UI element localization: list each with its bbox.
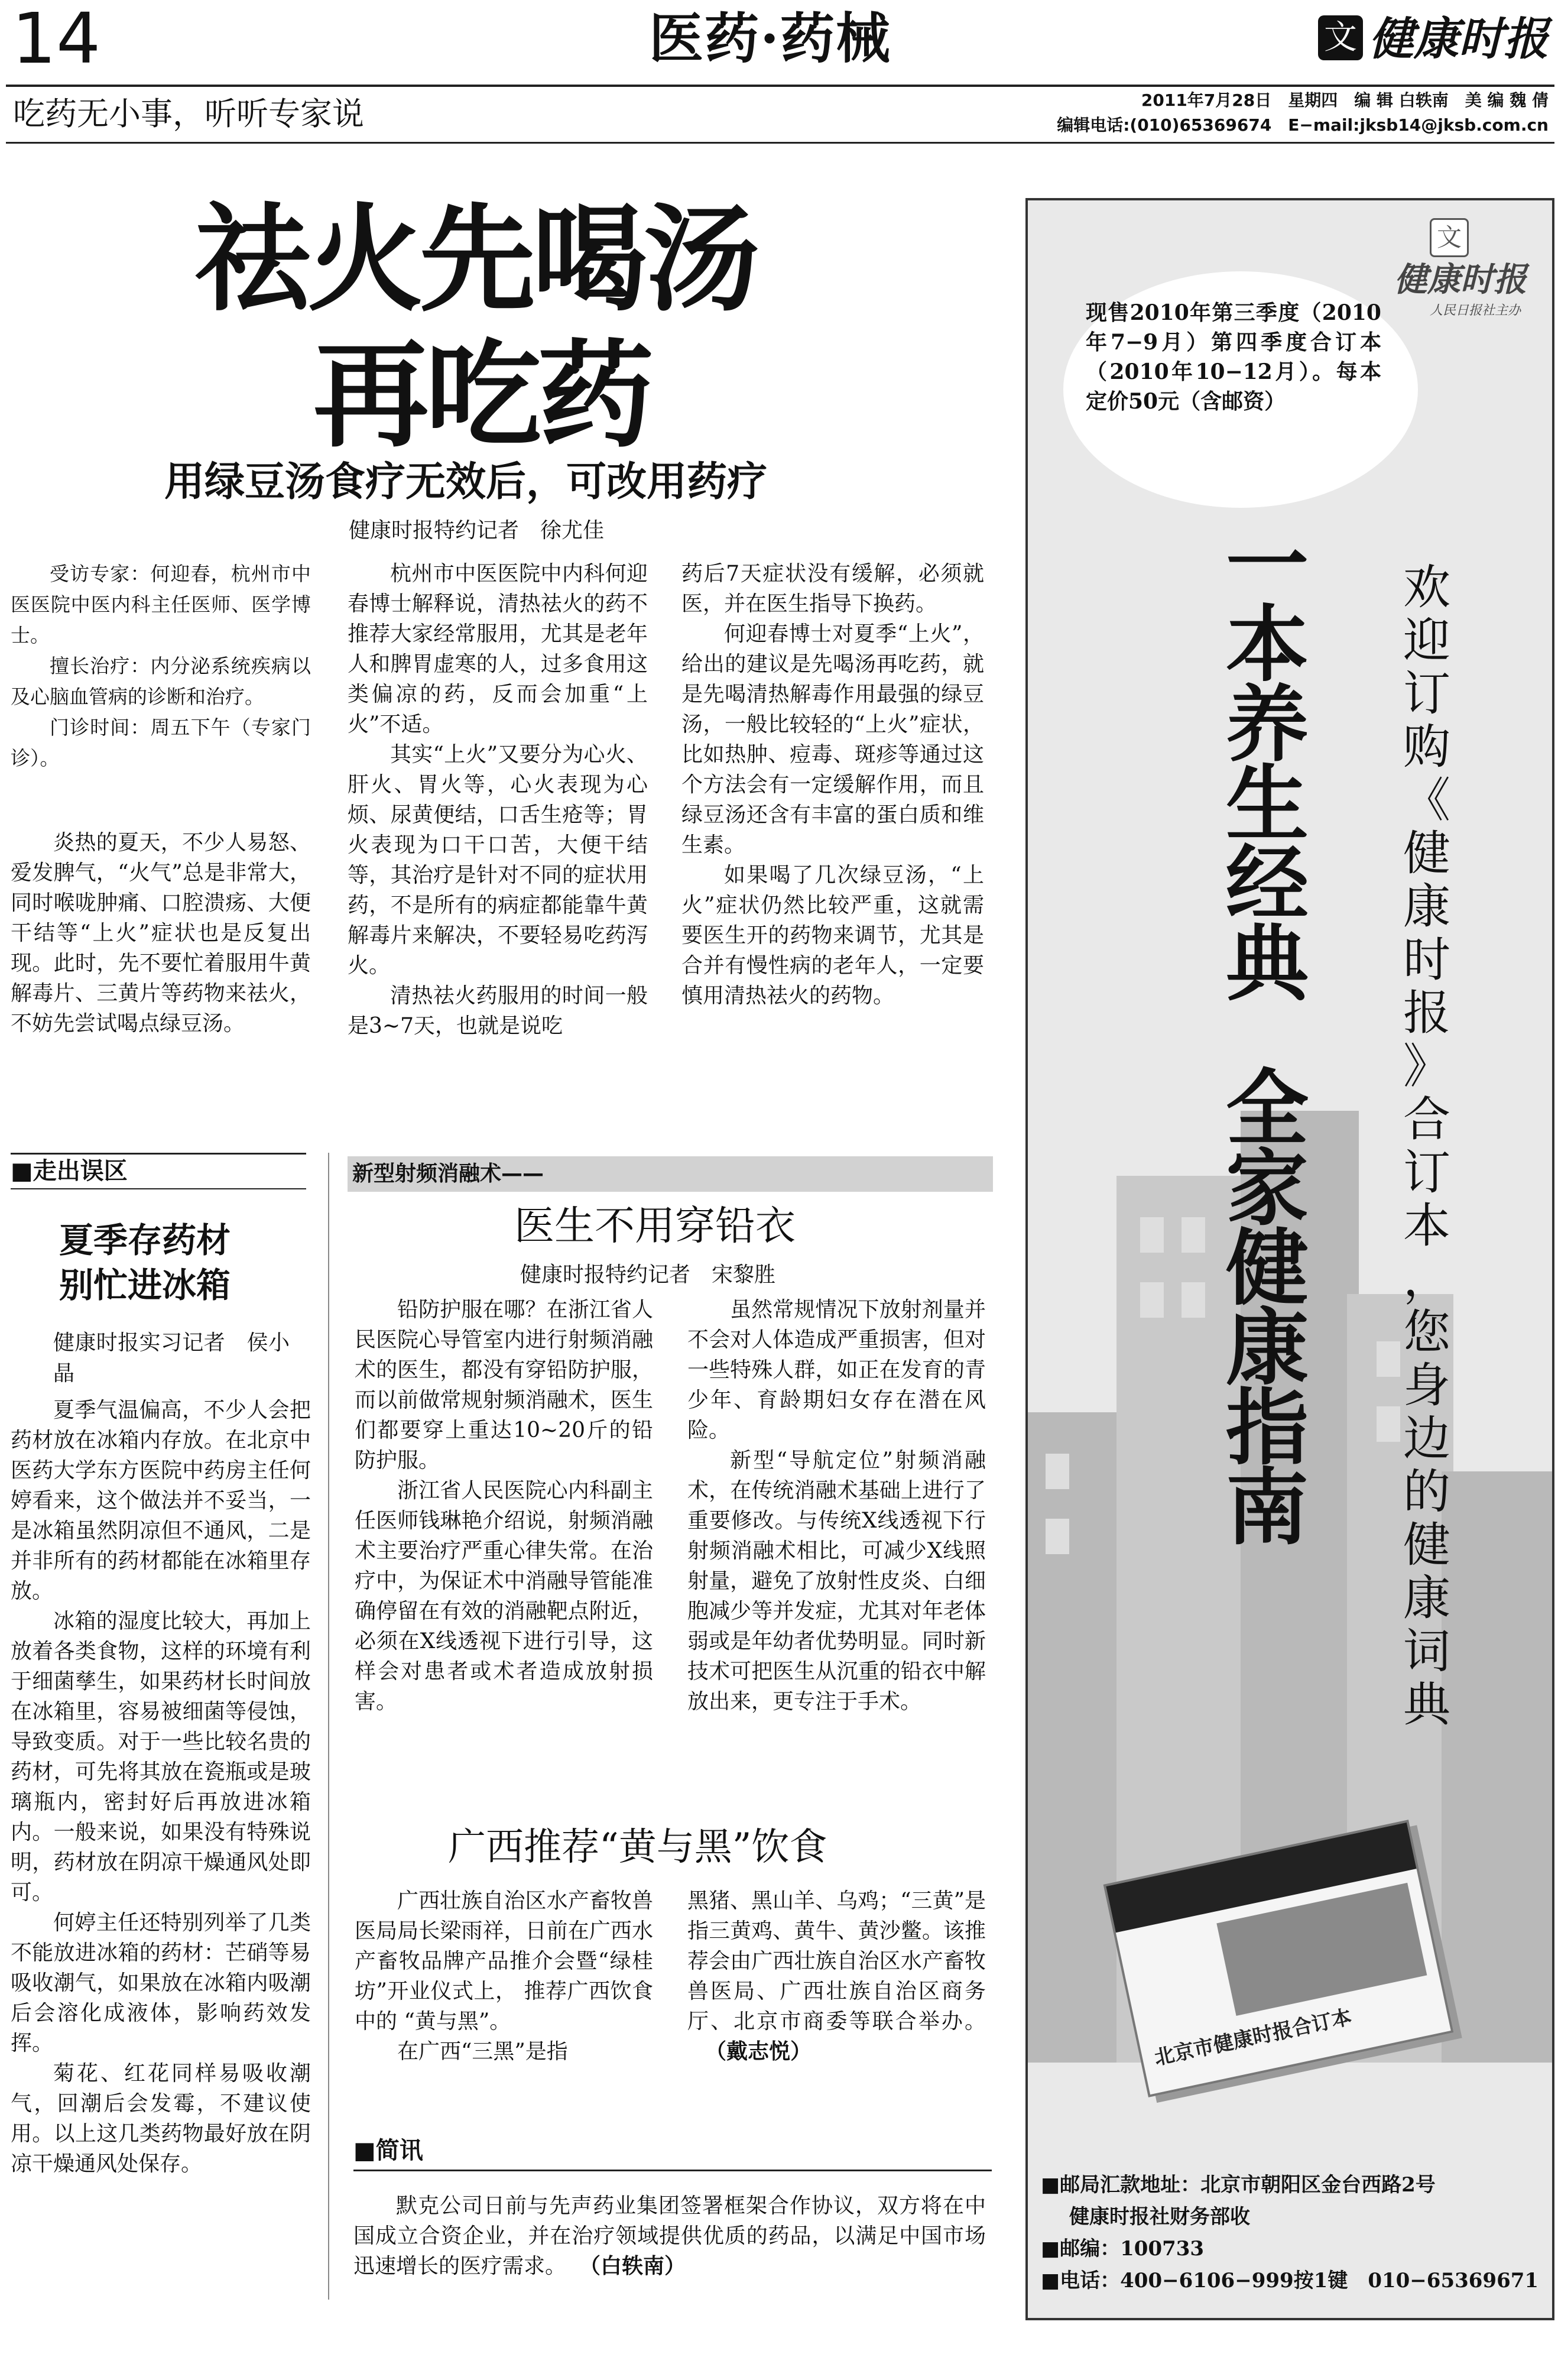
- slogan-char: 一: [1225, 517, 1309, 614]
- ad-logo-emblem-icon: 文: [1430, 218, 1469, 257]
- slogan-char: 生: [1225, 757, 1309, 853]
- ad-window: [1046, 1454, 1069, 1489]
- header-tagline: 吃药无小事，听听专家说: [13, 95, 364, 132]
- paragraph: 冰箱的湿度比较大，再加上放着各类食物，这样的环境有利于细菌孳生，如果药材长时间放在冰箱里，容易被细菌等侵蚀，导致变质。对于一些比较名贵的药材，可先将其放在瓷瓶或是玻璃瓶内，密封好后再放进冰箱内。一般来说，如果没有特殊说明，药材放在阴凉干燥通风处即可。: [11, 1609, 311, 1905]
- rf-byline: 健康时报特约记者 宋黎胜: [520, 1263, 776, 1287]
- subscription-ad[interactable]: [1025, 198, 1554, 2320]
- column-divider: [328, 1153, 329, 2300]
- slogan-char: 典: [1403, 1677, 1450, 1732]
- expert-clinic-hours: 门诊时间：周五下午（专家门诊）。: [11, 716, 311, 770]
- slogan-char: 家: [1225, 1141, 1309, 1237]
- paragraph: 广西壮族自治区水产畜牧兽医局局长梁雨祥，日前在广西水产畜牧品牌产品推介会暨“绿桂坊”开业仪式上， 推荐广西饮食中的 “黄与黑”。: [355, 1889, 653, 2034]
- main-subheadline: 用绿豆汤食疗无效后，可改用药疗: [164, 458, 768, 505]
- main-byline: 健康时报特约记者 徐尤佳: [349, 518, 605, 543]
- ad-footer-recipient: 健康时报社财务部收: [1069, 2205, 1250, 2229]
- ad-footer-phone: ■电话：400−6106−999按1键 010−65369671: [1041, 2269, 1539, 2293]
- brief-text: 默克公司日前与先声药业集团签署框架合作协议，双方将在中国成立合资企业，并在治疗领域提供优质的药品，以满足中国市场迅速增长的医疗需求。: [353, 2194, 986, 2278]
- slogan-char: 养: [1225, 677, 1309, 773]
- paragraph: 新型“导航定位”射频消融术，在传统消融术基础上进行了重要修改。与传统X线透视下行射频消融术相比，可减少X线照射量，避免了放射性皮炎、白细胞减少等并发症，尤其对年老体弱或是年幼者优势明显。同时新技术可把医生从沉重的铅衣中解放出来，更专注于手术。: [687, 1448, 986, 1714]
- paragraph: 药后7天症状没有缓解，必须就医，并在医生指导下换药。: [681, 562, 984, 616]
- logo-text: 健康时报: [1369, 12, 1549, 65]
- slogan-char: 康: [1403, 879, 1450, 934]
- ad-window: [1046, 1519, 1069, 1554]
- brief-rule: [353, 2170, 992, 2171]
- paragraph: 铅防护服在哪？在浙江省人民医院心导管室内进行射频消融术的医生，都没有穿铅防护服，而以前做常规射频消融术，医生们都要穿上重达10~20斤的铅防护服。: [355, 1298, 653, 1473]
- slogan-char: 》: [1403, 1039, 1450, 1094]
- brief-author: （白轶南）: [590, 2253, 686, 2278]
- slogan-char: 身: [1403, 1358, 1450, 1413]
- ad-slogan-small: [1394, 561, 1459, 1732]
- ad-slogan-big: [1217, 517, 1317, 1557]
- ad-logo-text: 健康时报: [1394, 261, 1527, 299]
- main-article-col1: [11, 828, 311, 1039]
- ad-logo-subtitle: 人民日报社主办: [1430, 303, 1521, 318]
- main-headline-line2: 再吃药: [313, 329, 651, 463]
- myth-byline: 健康时报实习记者 侯小晶: [53, 1331, 290, 1386]
- slogan-char: 经: [1225, 836, 1309, 933]
- slogan-char: 词: [1403, 1624, 1450, 1679]
- section-title: 医药·药械: [649, 7, 892, 70]
- slogan-char: 南: [1225, 1460, 1309, 1557]
- ad-window: [1140, 1217, 1164, 1253]
- slogan-char: 全: [1225, 1061, 1309, 1157]
- expert-specialty: 擅长治疗：内分泌系统疾病以及心脑血管病的诊断和治疗。: [11, 654, 311, 708]
- ad-footer-address: ■邮局汇款地址：北京市朝阳区金台西路2号: [1041, 2173, 1436, 2197]
- slogan-char: 本: [1403, 1198, 1450, 1253]
- slogan-char: 订: [1403, 1145, 1450, 1200]
- ad-price-text: 现售2010年第三季度（2010年7−9月）第四季度合订本（2010年10−12月）。每本定价50元（含邮资）: [1086, 300, 1381, 414]
- myth-rule-bottom: [11, 1188, 306, 1189]
- slogan-char: 报: [1403, 985, 1450, 1040]
- slogan-char: ，: [1403, 1251, 1450, 1306]
- slogan-char: 指: [1225, 1380, 1309, 1477]
- paragraph: 虽然常规情况下放射剂量并不会对人体造成严重损害，但对一些特殊人群，如正在发育的青少年、育龄期妇女存在潜在风险。: [687, 1298, 986, 1442]
- paragraph: 其实“上火”又要分为心火、肝火、胃火等，心火表现为心烦、尿黄便结，口舌生疮等；胃火表现为口干口苦，大便干结等，其治疗是针对不同的症状用药，不是所有的病症都能靠牛黄解毒片来解决，不要轻易吃药泻火。: [348, 742, 648, 978]
- slogan-char: 健: [1403, 1518, 1450, 1572]
- ad-window: [1182, 1217, 1205, 1253]
- slogan-char: [1217, 1004, 1317, 1069]
- paragraph: 浙江省人民医院心内科副主任医师钱琳艳介绍说，射频消融术主要治疗严重心律失常。在治疗中，为保证术中消融导管能准确停留在有效的消融靶点附近，必须在X线透视下进行引导，这样会对患者或术者造成放射损害。: [355, 1478, 653, 1714]
- slogan-char: 康: [1403, 1571, 1450, 1626]
- guangxi-author: （戴志悦）: [705, 2039, 812, 2064]
- page-number: 14: [12, 0, 101, 79]
- myth-section-label: ■走出误区: [11, 1157, 128, 1185]
- slogan-char: 典: [1225, 916, 1309, 1013]
- guangxi-col1: [355, 1886, 653, 2067]
- paragraph: 夏季气温偏高，不少人会把药材放在冰箱内存放。在北京中医药大学东方医院中药房主任何婷看来，这个做法并不妥当，一是冰箱虽然阴凉但不通风，二是并非所有的药材都能在冰箱里存放。: [11, 1398, 311, 1603]
- paragraph: 何婷主任还特别列举了几类不能放进冰箱的药材：芒硝等易吸收潮气，如果放在冰箱内吸潮后会溶化成液体，影响药效发挥。: [11, 1911, 311, 2055]
- paragraph: 菊花、红花同样易吸收潮气，回潮后会发霉，不建议使用。以上这几类药物最好放在阴凉干燥通风处保存。: [11, 2061, 311, 2176]
- slogan-char: 健: [1403, 826, 1450, 881]
- myth-title-line1: 夏季存药材: [59, 1220, 231, 1260]
- slogan-char: 欢: [1403, 560, 1450, 615]
- brief-label: ■简讯: [353, 2137, 423, 2164]
- slogan-char: 时: [1403, 932, 1450, 987]
- brief-body: [353, 2191, 986, 2281]
- ad-footer-postcode: ■邮编：100733: [1041, 2237, 1205, 2261]
- slogan-char: 订: [1403, 666, 1450, 721]
- main-headline-line1: 祛火先喝汤: [195, 193, 757, 328]
- slogan-char: 迎: [1403, 613, 1450, 668]
- logo-emblem-icon: 文: [1318, 15, 1363, 60]
- book-cover-text: 北京市健康时报合订本: [1152, 2005, 1354, 2070]
- ad-window: [1140, 1282, 1164, 1318]
- guangxi-col2: [687, 1886, 986, 2067]
- slogan-char: 购: [1403, 719, 1450, 774]
- slogan-char: 边: [1403, 1411, 1450, 1466]
- slogan-char: 《: [1403, 773, 1450, 828]
- slogan-char: 您: [1403, 1305, 1450, 1360]
- paragraph: 清热祛火药服用的时间一般是3~7天，也就是说吃: [348, 984, 648, 1038]
- header-date-line: 2011年7月28日 星期四 编 辑 白轶南 美 编 魏 倩: [1141, 90, 1549, 110]
- slogan-char: 本: [1225, 597, 1309, 693]
- masthead-logo: [1318, 11, 1554, 70]
- myth-article-body: [11, 1395, 311, 2179]
- ad-window: [1182, 1282, 1205, 1318]
- paragraph: 在广西“三黑”是指: [397, 2039, 568, 2064]
- paragraph: 何迎春博士对夏季“上火”，给出的建议是先喝汤再吃药，就是先喝清热解毒作用最强的绿豆汤，一般比较轻的“上火”症状，比如热肿、痘毒、斑疹等通过这个方法会有一定缓解作用，而且绿豆汤还含有丰富的蛋白质和维生素。: [681, 622, 984, 857]
- header-contact-line: 编辑电话:(010)65369674 E−mail:jksb14@jksb.com.cn: [1057, 115, 1549, 135]
- slogan-char: 合: [1403, 1092, 1450, 1147]
- slogan-char: 的: [1403, 1464, 1450, 1519]
- myth-title-line2: 别忙进冰箱: [59, 1265, 231, 1305]
- slogan-char: 康: [1225, 1301, 1309, 1397]
- paragraph: 杭州市中医医院中内科何迎春博士解释说，清热祛火的药不推荐大家经常服用，尤其是老年人和脾胃虚寒的人，过多食用这类偏凉的药，反而会加重“上火”不适。: [348, 562, 648, 737]
- paragraph: 炎热的夏天，不少人易怒、爱发脾气，“火气”总是非常大，同时喉咙肿痛、口腔溃疡、大便干结等“上火”症状也是反复出现。此时，先不要忙着服用牛黄解毒片、三黄片等药物来祛火，不妨先尝试喝点绿豆汤。: [11, 831, 311, 1036]
- guangxi-title: 广西推荐“黄与黑”饮食: [448, 1825, 827, 1869]
- main-article-col2: [348, 559, 648, 1041]
- slogan-char: 健: [1225, 1221, 1309, 1317]
- main-article-col3: [681, 559, 984, 1011]
- rf-article-col1: [355, 1295, 653, 1717]
- main-expert-box: [11, 559, 311, 774]
- rf-article-col2: [687, 1295, 986, 1717]
- expert-name: 受访专家：何迎春，杭州市中医医院中医内科主任医师、医学博士。: [11, 562, 311, 647]
- rf-title: 医生不用穿铅衣: [514, 1203, 796, 1250]
- header-rule-bottom: [6, 142, 1554, 144]
- paragraph: 如果喝了几次绿豆汤，“上火”症状仍然比较严重，这就需要医生开的药物来调节，尤其是合并有慢性病的老年人，一定要慎用清热祛火的药物。: [681, 863, 984, 1008]
- header-rule: [6, 85, 1554, 87]
- rf-label: 新型射频消融术——: [352, 1162, 544, 1186]
- paragraph: 黑猪、黑山羊、乌鸡；“三黄”是指三黄鸡、黄牛、黄沙鳖。该推荐会由广西壮族自治区水产畜牧兽医局、广西壮族自治区商务厅、北京市商委等联合举办。: [687, 1889, 986, 2034]
